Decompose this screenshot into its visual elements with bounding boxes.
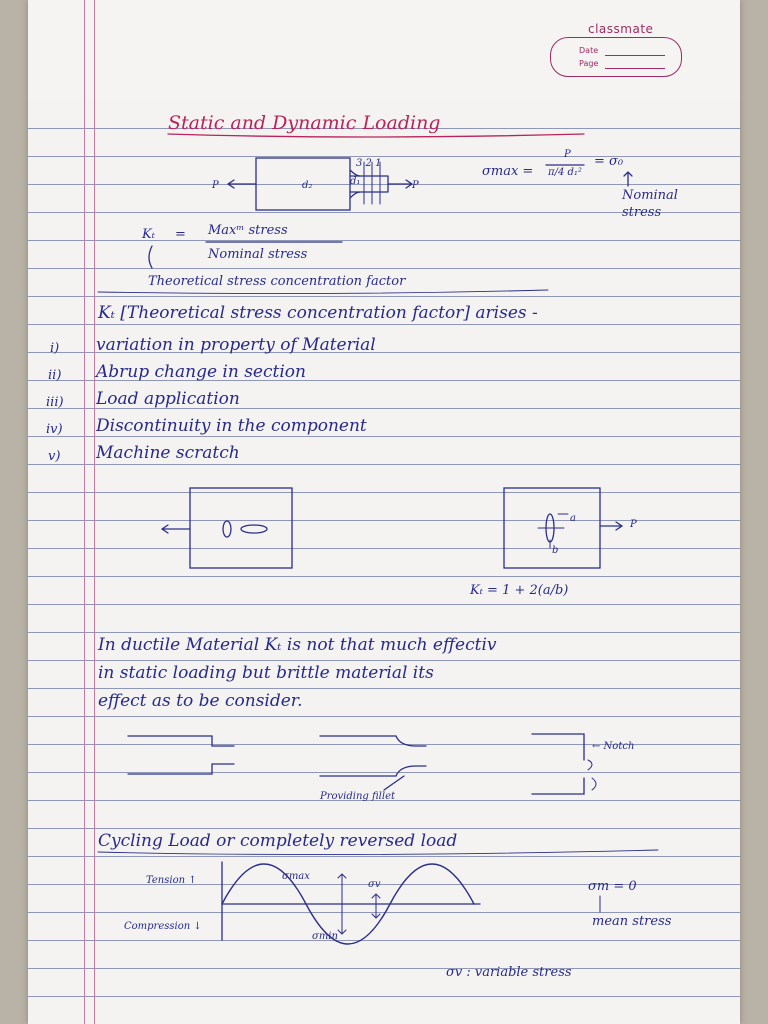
arises-heading: Kₜ [Theoretical stress concentration factor] arises - xyxy=(98,303,538,323)
kt-numerator: Maxᵐ stress xyxy=(208,223,288,238)
kt-denominator: Nominal stress xyxy=(208,247,308,262)
mean-stress-label: mean stress xyxy=(592,914,672,929)
mean-stress-eq: σm = 0 xyxy=(588,879,637,894)
ductile-line: In ductile Material Kₜ is not that much effectiv xyxy=(98,635,497,655)
page-title: Static and Dynamic Loading xyxy=(168,112,441,134)
list-item-number: iv) xyxy=(46,422,63,437)
list-item-number: iii) xyxy=(46,395,64,410)
ductile-line: effect as to be consider. xyxy=(98,691,303,711)
notch-label: ← Notch xyxy=(592,741,635,752)
fillet-label: Providing fillet xyxy=(320,791,395,802)
bar-dia-label: d₂ xyxy=(302,180,313,191)
sigma-max-numerator: P xyxy=(564,149,571,160)
list-item-number: v) xyxy=(48,449,61,464)
notebook-page xyxy=(28,0,740,1024)
sigma-min-wave: σmin xyxy=(312,931,338,942)
bar-load-left: P xyxy=(212,180,219,191)
plate-dim-b: b xyxy=(552,545,559,556)
caption-underline xyxy=(98,290,548,294)
kt-equals: = xyxy=(175,227,186,242)
variable-stress-label: σv : variable stress xyxy=(446,965,572,980)
list-item-text: Load application xyxy=(96,389,240,409)
date-label: Date xyxy=(579,46,599,55)
sigma-max-wave: σmax xyxy=(282,871,310,882)
ink-drawings xyxy=(28,0,740,1024)
cyclic-heading: Cycling Load or completely reversed load xyxy=(98,831,458,851)
sigma-max-rhs: = σ₀ xyxy=(594,154,624,169)
brand-logo: classmate xyxy=(588,22,654,36)
kt-symbol: Kₜ xyxy=(142,227,155,242)
margin-line xyxy=(94,0,95,1024)
date-page-box xyxy=(550,37,682,77)
list-item-text: Abrup change in section xyxy=(96,362,306,382)
shaft-step-figure xyxy=(128,736,234,774)
list-item-text: Machine scratch xyxy=(96,443,240,463)
tension-label: Tension ↑ xyxy=(146,875,197,886)
page-label: Page xyxy=(579,59,599,68)
sigma-max-denominator: π/4 d₁² xyxy=(548,167,582,178)
sigma-v-wave: σv xyxy=(368,879,381,890)
kt-bracket xyxy=(149,246,152,268)
bar-dia-small-label: d₁ xyxy=(350,176,361,187)
bar-sections-label: 3 2 1 xyxy=(356,158,382,169)
list-item-text: Discontinuity in the component xyxy=(96,416,367,436)
title-underline xyxy=(168,134,584,137)
list-item-text: variation in property of Material xyxy=(96,335,376,355)
list-item-number: i) xyxy=(50,341,60,356)
plate-ellipse-figure xyxy=(504,488,622,568)
kt-formula: Kₜ = 1 + 2(a/b) xyxy=(470,583,569,598)
plate-dim-a: a xyxy=(570,513,576,524)
list-item-number: ii) xyxy=(48,368,62,383)
ductile-line: in static loading but brittle material its xyxy=(98,663,434,683)
sigma-max-lhs: σmax = xyxy=(482,164,534,179)
cyclic-wave-plot xyxy=(222,862,600,944)
shaft-fillet-figure xyxy=(320,736,426,790)
kt-caption: Theoretical stress concentration factor xyxy=(148,274,406,289)
compression-label: Compression ↓ xyxy=(124,921,202,932)
margin-line xyxy=(84,0,85,1024)
stepped-bar-figure xyxy=(228,158,412,210)
nominal-stress-note: Nominal stress xyxy=(622,188,678,220)
shaft-notch-figure xyxy=(532,734,596,794)
plate-load: P xyxy=(630,519,637,530)
bar-load-right: P xyxy=(412,180,419,191)
nominal-arrow xyxy=(624,172,632,186)
plate-hole-figure xyxy=(162,488,292,568)
